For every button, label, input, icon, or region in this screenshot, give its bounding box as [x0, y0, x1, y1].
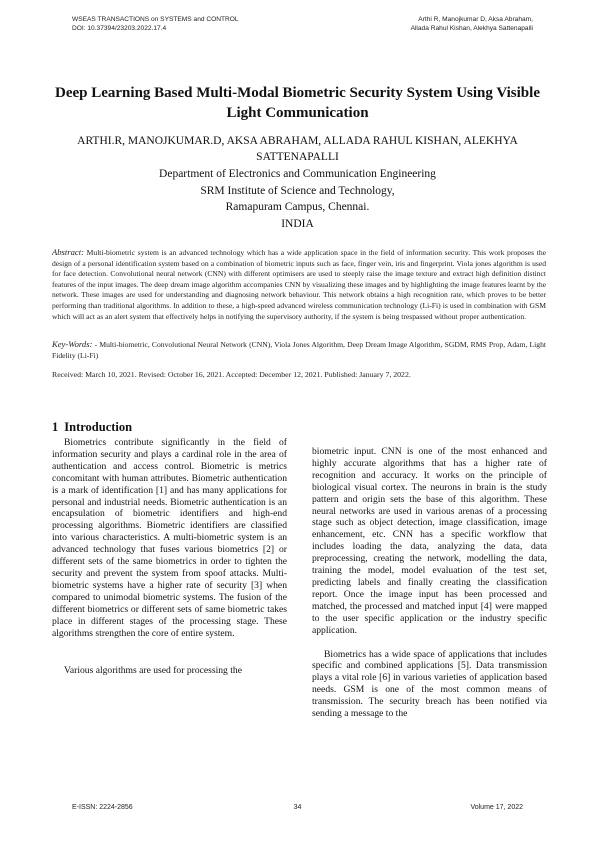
- intro-paragraph-3: Biometrics has a wide space of applications that includes specific and combined applications [5]. Data transmission plays a vital role [6] in various varieties of application based needs. GSM is one of the most common means of transmission. The security breach has been notified via sending a message to the: [312, 648, 547, 720]
- intro-paragraph-continued: biometric input. CNN is one of the most enhanced and highly accurate algorithms that has a higher rate of recognition and accuracy. It works on the principle of biological visual cortex. The neurons in brain is the study pattern and origin sets the base of this algorithm. These neural networks are used in various arenas of a processing stage such as object detection, image classification, image enhancement, etc. CNN has a specific workflow that includes loading the data, analyzing the data, data preprocessing, creating the network, modelling the data, training the model, model evaluation of the test set, predicting labels and finally creating the classification report. Once the image input has been processed and matched, the processed and matched input [4] were mapped to the user specific application or the industry specific application.: [312, 446, 547, 636]
- abstract-text: Multi-biometric system is an advanced technology which has a wide application space in the field of information security. This work proposes the design of a personal identification system based on a combination of biometric inputs such as face, finger vein, iris and fingerprint. Viola jones algorithm is used for face detection. Convolutional neural network (CNN) with different optimisers are used to steeply raise the image texture and extract high definition distinct features of the input images. The deep dream image algorithm accompanies CNN by visualizing these images and by highlighting the image features learnt by the network. These images are used for understanding and diagnosing network behaviour. This network obtains a high recognition rate, which proves to be better performing than traditional algorithms. In addition to these, a high-speed advanced wireless communication technology (Li-Fi) is used in combination with GSM which will act as an alert system that effectively helps in notifying the supervisory authority, if the system is being trespassed without proper authentication.: [52, 248, 546, 321]
- header-authors-line1: Arthi R, Manojkumar D, Aksa Abraham,: [418, 16, 533, 23]
- footer-volume: Volume 17, 2022: [470, 804, 523, 811]
- publication-dates: Received: March 10, 2021. Revised: October 16, 2021. Accepted: December 12, 2021. Published: January 7, 2022.: [52, 370, 411, 379]
- campus: Ramapuram Campus, Chennai.: [225, 201, 370, 213]
- keywords: [52, 339, 546, 361]
- abstract-label: Abstract:: [52, 247, 84, 257]
- running-header-right: [411, 16, 533, 33]
- section-heading: [52, 419, 287, 435]
- affiliation: [40, 166, 555, 232]
- author-list: ARTHI.R, MANOJKUMAR.D, AKSA ABRAHAM, ALLADA RAHUL KISHAN, ALEKHYA SATTENAPALLI: [77, 135, 518, 163]
- running-header-left: [72, 16, 239, 33]
- intro-paragraph-1: Biometrics contribute significantly in the field of information security and plays a cardinal role in the area of authentication and access control. Biometric is metrics concomitant with human attributes. Biometric authentication is a mark of identification [1] and has many applications for personal and industrial needs. Biometric authentication is an encapsulation of biometric identifiers and high-end processing algorithms. Biometric identifiers are classified into various characteristics. A multi-biometric system is an advanced technology that fuses various biometrics [2] or different sets of the same biometrics in order to tighten the security and prevent the system from spoof attacks. Multi-biometric systems have a higher rate of security [3] when compared to unimodal biometric systems. The fusion of the different biometrics or different sets of same biometric takes place in different stages of the processing stage. These algorithms strengthen the core of entire system.: [52, 437, 287, 639]
- keywords-text: - Multi-biometric, Convolutional Neural Network (CNN), Viola Jones Algorithm, Deep Dream Image Algorithm, SGDM, RMS Prop, Adam, Light Fidelity (Li-Fi): [52, 340, 546, 360]
- country: INDIA: [281, 217, 314, 230]
- footer-page-number: 34: [293, 804, 302, 811]
- keywords-label: Key-Words:: [52, 339, 93, 349]
- journal-name: WSEAS TRANSACTIONS on SYSTEMS and CONTROL: [72, 16, 239, 23]
- header-authors-line2: Allada Rahul Kishan, Alekhya Sattenapalli: [410, 24, 533, 32]
- right-column: [312, 446, 547, 720]
- left-column: [52, 419, 287, 677]
- intro-paragraph-2: Various algorithms are used for processing the: [64, 665, 242, 677]
- doi: DOI: 10.37394/23203.2022.17.4: [72, 24, 167, 32]
- section-number: 1: [52, 420, 59, 434]
- footer-issn: E-ISSN: 2224-2856: [72, 804, 133, 811]
- paper-title: Deep Learning Based Multi-Modal Biometric Security System Using Visible Light Communication: [55, 85, 540, 121]
- institute: SRM Institute of Science and Technology,: [200, 184, 395, 197]
- department: Department of Electronics and Communication Engineering: [159, 168, 436, 180]
- section-title: Introduction: [64, 420, 133, 434]
- abstract: [52, 247, 546, 322]
